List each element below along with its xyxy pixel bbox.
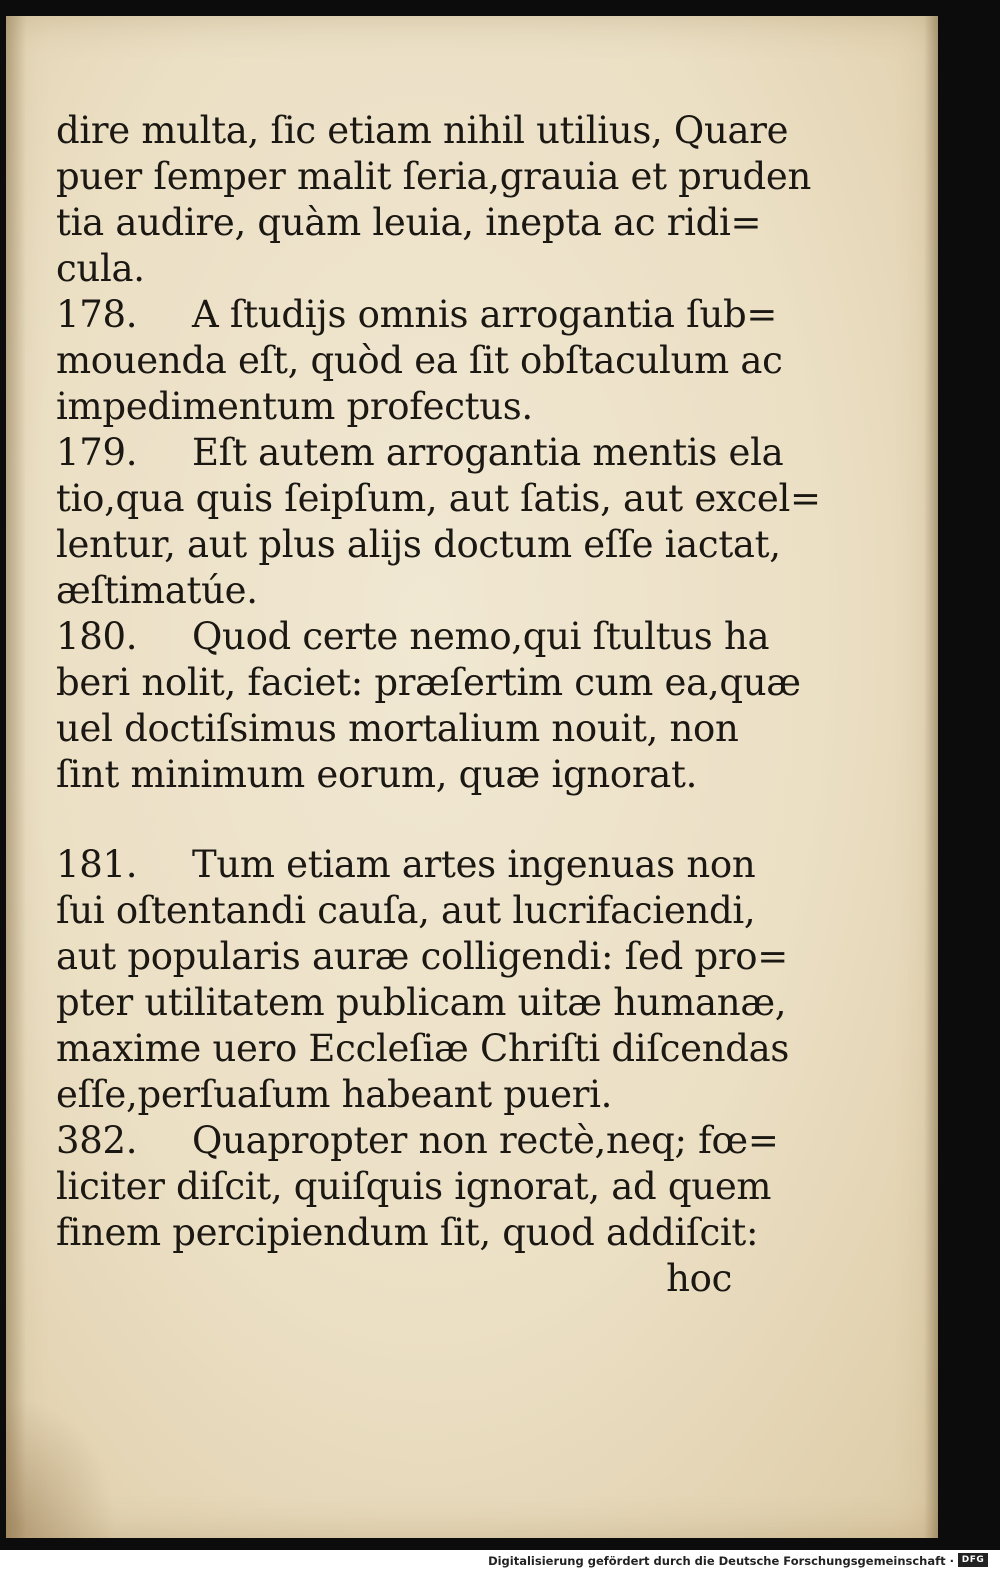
text-line: finem percipiendum ſit, quod addiſcit: <box>56 1211 759 1254</box>
text-line: ſui oſtentandi cauſa, aut lucrifaciendi, <box>56 889 756 932</box>
text-line: impedimentum profectus. <box>56 385 533 428</box>
text-line: aut popularis auræ colligendi: ſed pro= <box>56 935 788 978</box>
paragraph-number: 179. <box>56 431 138 474</box>
text-line: Quod certe nemo,qui ſtultus ha <box>192 615 770 658</box>
text-line: mouenda eſt, quòd ea ſit obſtaculum ac <box>56 339 783 382</box>
text-line: Quapropter non rectè,neq; fœ= <box>192 1119 779 1162</box>
text-line: puer ſemper malit ſeria,grauia et pruden <box>56 155 811 198</box>
paragraph-gap <box>56 798 732 842</box>
dfg-logo: DFG <box>958 1553 988 1567</box>
paragraph-178 <box>56 292 778 338</box>
funding-credit: Digitalisierung gefördert durch die Deutsche Forschungsgemeinschaft · <box>488 1554 954 1568</box>
catchword: hoc <box>666 1257 732 1300</box>
paragraph-number: 181. <box>56 843 138 886</box>
text-line: dire multa, ſic etiam nihil utilius, Quare <box>56 109 789 152</box>
text-line: Eſt autem arrogantia mentis ela <box>192 431 784 474</box>
paragraph-number: 180. <box>56 615 138 658</box>
text-line: æſtimatúe. <box>56 569 258 612</box>
text-line: pter utilitatem publicam uitæ humanæ, <box>56 981 787 1024</box>
page-edge-shadow <box>924 16 938 1538</box>
paragraph-181 <box>56 842 756 888</box>
text-line: A ſtudijs omnis arrogantia ſub= <box>192 293 778 336</box>
book-page <box>6 16 938 1538</box>
paragraph-382 <box>56 1118 779 1164</box>
text-line: tio,qua quis ſeipſum, aut ſatis, aut excel= <box>56 477 821 520</box>
paragraph-number: 382. <box>56 1119 138 1162</box>
text-line: beri nolit, faciet: præſertim cum ea,quæ <box>56 661 801 704</box>
text-line: ſint minimum eorum, quæ ignorat. <box>56 753 698 796</box>
page-stain <box>6 1398 116 1538</box>
text-line: eſſe,perſuaſum habeant pueri. <box>56 1073 613 1116</box>
text-line: lentur, aut plus alijs doctum eſſe iactat, <box>56 523 781 566</box>
paragraph-180 <box>56 614 770 660</box>
text-line: Tum etiam artes ingenuas non <box>192 843 756 886</box>
text-line: liciter diſcit, quiſquis ignorat, ad quem <box>56 1165 772 1208</box>
paragraph-number: 178. <box>56 293 138 336</box>
text-line: uel doctiſsimus mortalium nouit, non <box>56 707 739 750</box>
text-line: tia audire, quàm leuia, inepta ac ridi= <box>56 201 762 244</box>
text-line: cula. <box>56 247 145 290</box>
page-gutter-shadow <box>6 16 26 1538</box>
paragraph-179 <box>56 430 784 476</box>
page-text <box>56 108 821 1302</box>
text-line: maxime uero Eccleſiæ Chriſti diſcendas <box>56 1027 790 1070</box>
